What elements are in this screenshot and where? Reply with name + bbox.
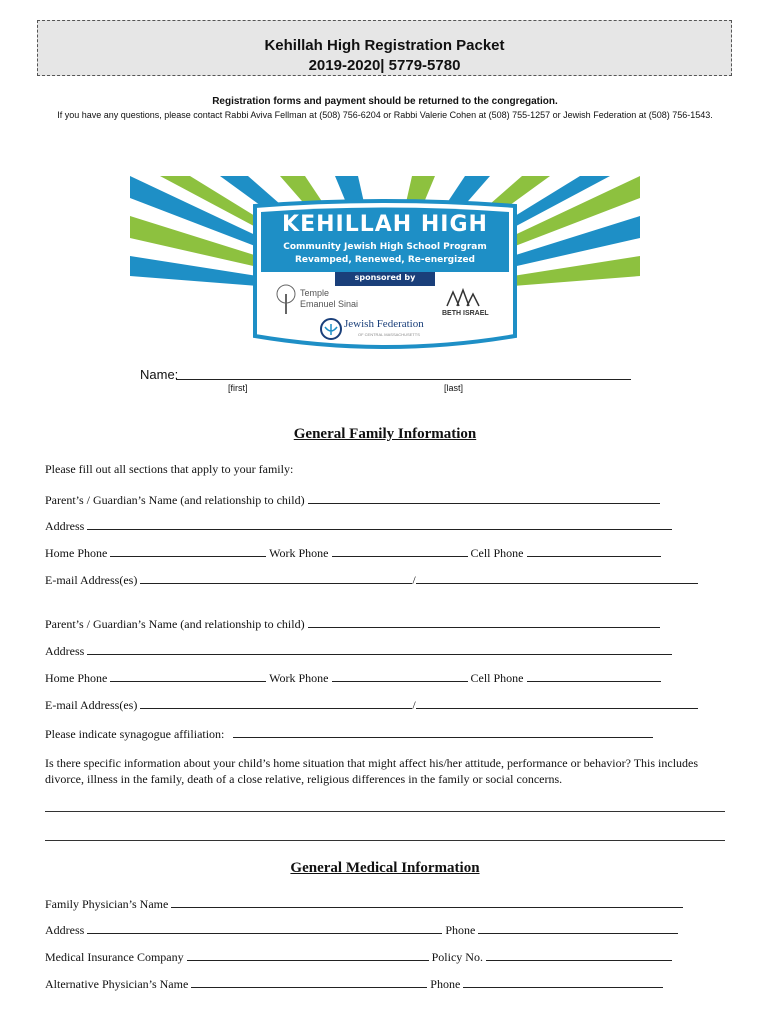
kehillah-logo — [130, 176, 640, 366]
parent2-name-row — [45, 616, 660, 632]
name-input-line[interactable] — [176, 379, 631, 380]
first-name-caption: [first] — [228, 383, 248, 393]
physician-phone-field[interactable] — [478, 922, 678, 934]
parent2-address-label: Address — [45, 644, 85, 658]
parent2-home-phone-field[interactable] — [110, 670, 266, 682]
physician-address-row — [45, 922, 678, 938]
alt-physician-field[interactable] — [191, 976, 427, 988]
parent1-email-row — [45, 572, 698, 588]
synagogue-row — [45, 726, 653, 742]
parent1-email-field-2[interactable] — [416, 572, 698, 584]
alt-physician-label: Alternative Physician’s Name — [45, 977, 189, 991]
parent2-work-phone-label: Work Phone — [269, 671, 329, 685]
parent1-email-field-1[interactable] — [140, 572, 412, 584]
parent1-home-phone-label: Home Phone — [45, 546, 108, 560]
tree-icon — [275, 284, 297, 316]
policy-field[interactable] — [486, 949, 672, 961]
parent2-address-field[interactable] — [87, 643, 672, 655]
logo-sponsored-by: sponsored by — [354, 273, 416, 282]
physician-address-label: Address — [45, 923, 85, 937]
parent1-address-row — [45, 518, 672, 534]
specific-info-question: Is there specific information about your child’s home situation that might affect his/her attitude, performance or behavior? This includes divorce, illness in the family, death of a close relative, religious differences in the family or social concerns. — [45, 756, 699, 786]
logo-title: KEHILLAH HIGH — [282, 212, 488, 237]
family-intro: Please fill out all sections that apply to your family: — [45, 462, 294, 476]
parent2-home-phone-label: Home Phone — [45, 671, 108, 685]
parent1-name-field[interactable] — [308, 492, 660, 504]
parent2-name-label: Parent’s / Guardian’s Name (and relationship to child) — [45, 617, 305, 631]
parent1-address-label: Address — [45, 519, 85, 533]
parent1-home-phone-field[interactable] — [110, 545, 266, 557]
sponsor-beth-israel: BETH ISRAEL — [442, 310, 489, 317]
email-separator: / — [412, 698, 416, 712]
sponsor-temple-line2: Emanuel Sinai — [300, 299, 359, 309]
parent2-email-row — [45, 697, 698, 713]
beth-israel-figures-icon — [445, 286, 485, 308]
parent1-name-row — [45, 492, 660, 508]
parent1-phone-row — [45, 545, 661, 561]
name-label: Name: — [140, 367, 179, 382]
medical-section-title: General Medical Information — [290, 860, 480, 876]
parent2-email-field-1[interactable] — [140, 697, 412, 709]
document-year: 2019-2020| 5779-5780 — [308, 57, 461, 74]
last-name-caption: [last] — [444, 383, 464, 393]
parent1-email-label: E-mail Address(es) — [45, 573, 138, 587]
physician-row — [45, 896, 683, 912]
insurance-label: Medical Insurance Company — [45, 950, 184, 964]
policy-label: Policy No. — [431, 950, 483, 964]
parent1-address-field[interactable] — [87, 518, 672, 530]
specific-info-line-2[interactable] — [45, 840, 725, 841]
synagogue-field[interactable] — [233, 726, 653, 738]
insurance-row — [45, 949, 672, 965]
physician-label: Family Physician’s Name — [45, 897, 169, 911]
parent1-work-phone-field[interactable] — [332, 545, 468, 557]
menorah-icon — [320, 318, 342, 340]
alt-phone-field[interactable] — [463, 976, 663, 988]
logo-subtitle-2: Revamped, Renewed, Re-energized — [295, 255, 475, 265]
parent2-phone-row — [45, 670, 661, 686]
parent2-work-phone-field[interactable] — [332, 670, 468, 682]
physician-address-field[interactable] — [87, 922, 442, 934]
parent1-cell-phone-field[interactable] — [527, 545, 661, 557]
specific-info-line-1[interactable] — [45, 811, 725, 812]
physician-field[interactable] — [171, 896, 683, 908]
parent2-cell-phone-label: Cell Phone — [470, 671, 524, 685]
parent2-email-label: E-mail Address(es) — [45, 698, 138, 712]
parent1-name-label: Parent’s / Guardian’s Name (and relationship to child) — [45, 493, 305, 507]
synagogue-label: Please indicate synagogue affiliation: — [45, 727, 225, 741]
alt-physician-row — [45, 976, 663, 992]
parent2-cell-phone-field[interactable] — [527, 670, 661, 682]
parent2-email-field-2[interactable] — [416, 697, 698, 709]
email-separator: / — [412, 573, 416, 587]
document-title: Kehillah High Registration Packet — [264, 37, 505, 54]
parent1-work-phone-label: Work Phone — [269, 546, 329, 560]
sponsor-temple-emanuel-sinai — [300, 288, 358, 310]
parent2-address-row — [45, 643, 672, 659]
sponsor-jewish-federation: Jewish Federation — [344, 318, 424, 330]
family-section-title: General Family Information — [293, 426, 477, 442]
insurance-field[interactable] — [187, 949, 429, 961]
return-note: Registration forms and payment should be returned to the congregation. — [212, 96, 558, 107]
parent1-cell-phone-label: Cell Phone — [470, 546, 524, 560]
parent2-name-field[interactable] — [308, 616, 660, 628]
sponsor-jewish-federation-sub: OF CENTRAL MASSACHUSETTS — [358, 332, 420, 337]
logo-subtitle-1: Community Jewish High School Program — [283, 242, 487, 252]
contact-note: If you have any questions, please contact Rabbi Aviva Fellman at (508) 756-6204 or Rabbi Valerie Cohen at (508) 755-1257 or Jewish Federation at (508) 756-1543. — [57, 110, 713, 120]
physician-phone-label: Phone — [445, 923, 476, 937]
sponsor-temple-line1: Temple — [300, 288, 330, 298]
logo-sunburst-graphic — [130, 176, 640, 366]
alt-phone-label: Phone — [430, 977, 461, 991]
